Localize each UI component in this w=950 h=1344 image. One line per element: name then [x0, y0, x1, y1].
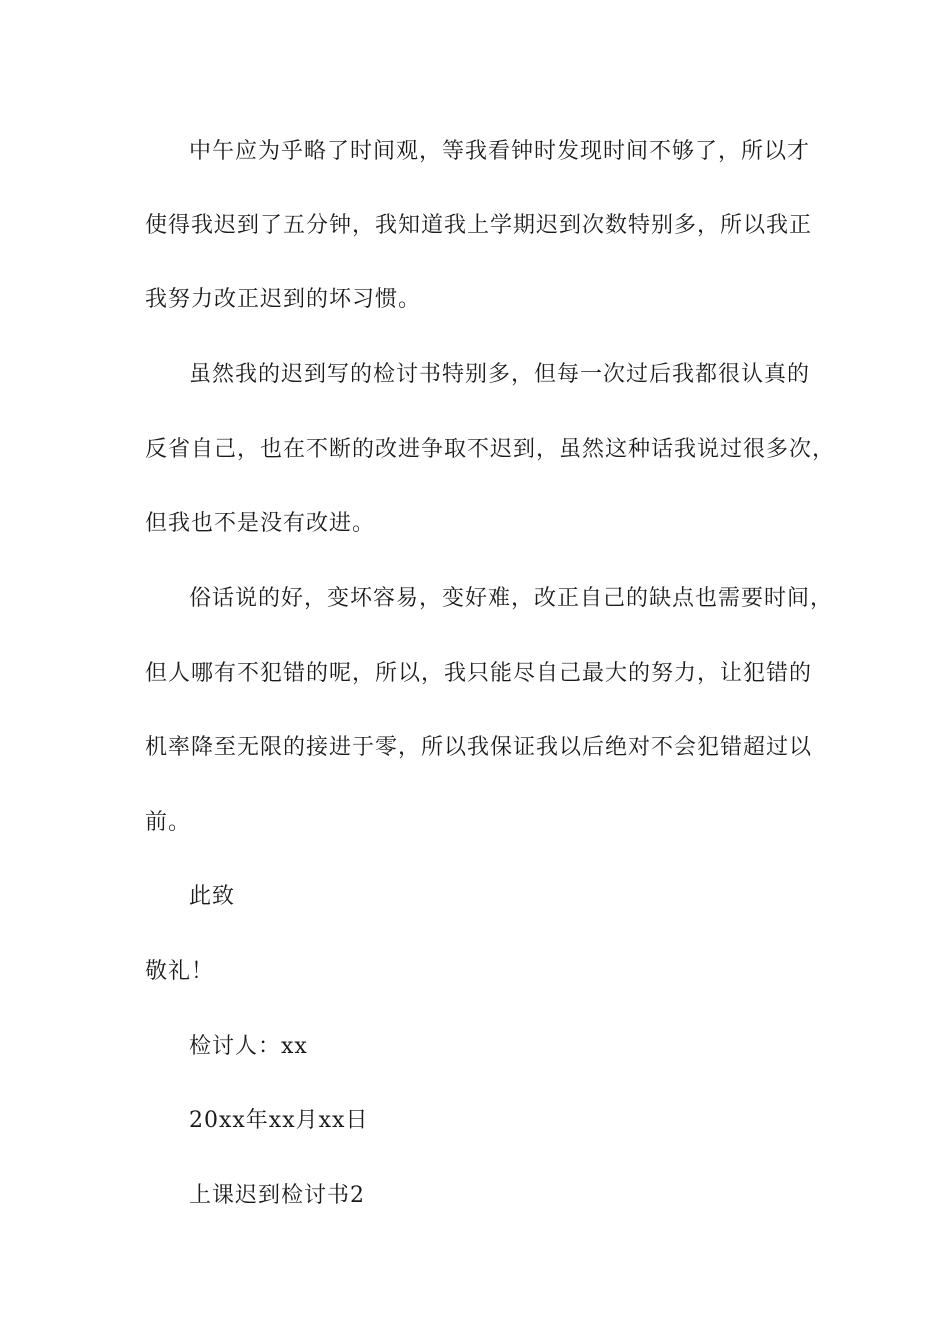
- paragraph-1-line-3: 我努力改正迟到的坏习惯。: [145, 287, 422, 312]
- signature-author: 检讨人：xx: [189, 1034, 308, 1059]
- paragraph-3-line-3: 机率降至无限的接进于零，所以我保证我以后绝对不会犯错超过以: [145, 735, 813, 760]
- next-section-title: 上课迟到检讨书2: [189, 1183, 365, 1208]
- paragraph-1-line-2: 使得我迟到了五分钟，我知道我上学期迟到次数特别多，所以我正: [145, 213, 813, 238]
- paragraph-2-line-3: 但我也不是没有改进。: [145, 511, 376, 536]
- closing-regards: 敬礼！: [145, 959, 215, 984]
- paragraph-3-line-2: 但人哪有不犯错的呢，所以，我只能尽自己最大的努力，让犯错的: [145, 661, 813, 686]
- paragraph-1-line-1: 中午应为乎略了时间观，等我看钟时发现时间不够了，所以才: [189, 139, 811, 164]
- paragraph-2-line-2: 反省自己，也在不断的改进争取不迟到，虽然这种话我说过很多次，: [145, 437, 836, 462]
- closing-salutation: 此致: [189, 884, 236, 909]
- paragraph-3-line-4: 前。: [145, 810, 192, 835]
- paragraph-3-line-1: 俗话说的好，变坏容易，变好难，改正自己的缺点也需要时间，: [189, 586, 834, 611]
- signature-date: 20xx年xx月xx日: [189, 1108, 369, 1133]
- paragraph-2-line-1: 虽然我的迟到写的检讨书特别多，但每一次过后我都很认真的: [189, 362, 811, 387]
